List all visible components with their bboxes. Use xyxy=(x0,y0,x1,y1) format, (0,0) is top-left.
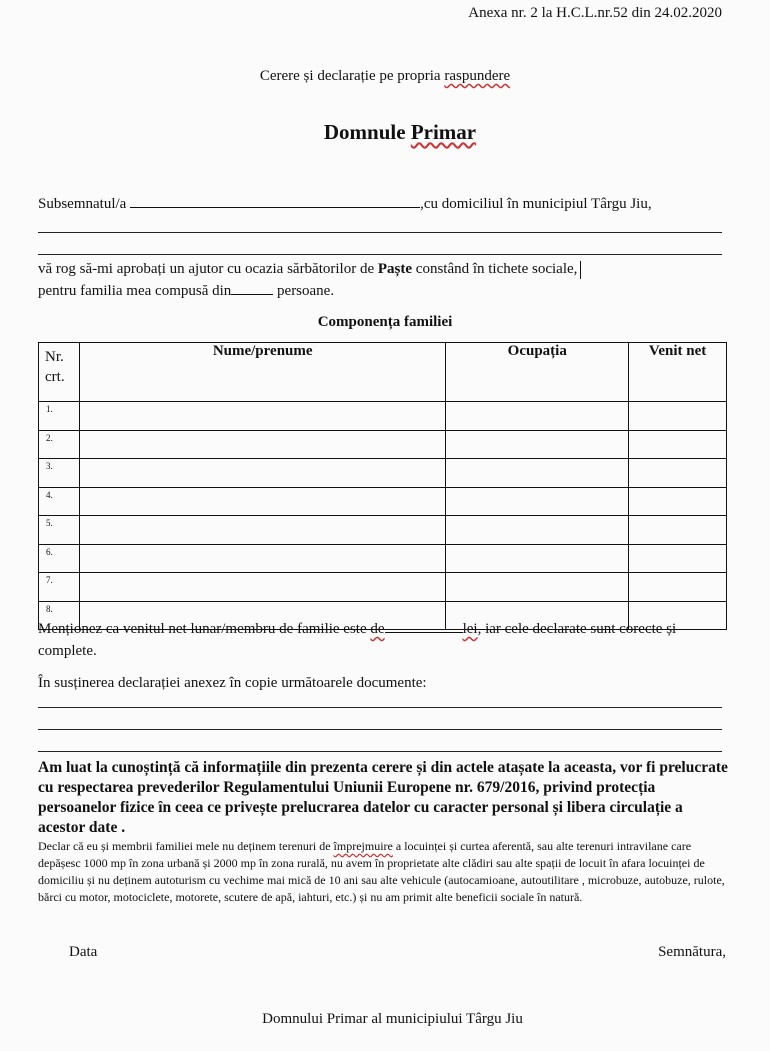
name-cell[interactable] xyxy=(79,430,445,459)
column-header-occupation: Ocupația xyxy=(446,343,629,402)
subscriber-line xyxy=(38,196,728,213)
family-table-title: Componența familiei xyxy=(317,314,453,330)
row-number: 6. xyxy=(39,544,80,573)
family-size-text: pentru familia mea compusă din xyxy=(38,283,232,299)
name-cell[interactable] xyxy=(79,487,445,516)
row-number: 4. xyxy=(39,487,80,516)
table-row xyxy=(39,544,727,573)
request-title-underlined-word: raspundere xyxy=(444,68,511,84)
gdpr-notice: Am luat la cunoștință că informațiile din prezenta cerere și din actele atașate la aceasta, vor fi prelucrate cu respectarea prevederilor Regulamentului Uniunii Europene nr. 679/2016, privind protecția persoanelor fizice în ceea ce privește prelucrarea datelor cu caracter personal și libera circulație a acestor date . xyxy=(38,759,728,836)
text-cursor xyxy=(580,261,581,279)
income-statement xyxy=(38,618,726,662)
request-text-1: vă rog să-mi aprobați un ajutor cu ocazia sărbătorilor de xyxy=(38,261,378,277)
row-number: 5. xyxy=(39,516,80,545)
request-paragraph xyxy=(38,258,726,302)
name-cell[interactable] xyxy=(79,459,445,488)
table-header-row xyxy=(39,343,727,402)
income-cell[interactable] xyxy=(629,459,727,488)
row-number: 3. xyxy=(39,459,80,488)
occupation-cell[interactable] xyxy=(446,487,629,516)
name-cell[interactable] xyxy=(79,402,445,431)
annex-reference: Anexa nr. 2 la H.C.L.nr.52 din 24.02.2020 xyxy=(468,5,722,21)
occupation-cell[interactable] xyxy=(446,402,629,431)
documents-line-2[interactable] xyxy=(38,729,722,730)
signature-label: Semnătura, xyxy=(658,944,726,960)
name-cell[interactable] xyxy=(79,573,445,602)
page-title-word2: Primar xyxy=(410,120,477,144)
request-title xyxy=(0,68,770,85)
row-number: 8. xyxy=(39,601,80,630)
documents-label: În susținerea declarației anexez în copie următoarele documente: xyxy=(38,675,427,691)
request-title-text: Cerere și declarație pe propria xyxy=(259,68,445,84)
documents-line-3[interactable] xyxy=(38,751,722,752)
name-cell[interactable] xyxy=(79,516,445,545)
income-text-1: Menționez ca venitul net lunar/membru de familie este xyxy=(38,621,371,637)
income-amount-field[interactable] xyxy=(385,632,463,633)
table-row xyxy=(39,573,727,602)
row-number: 1. xyxy=(39,402,80,431)
income-cell[interactable] xyxy=(629,430,727,459)
declaration-text-2: a locuinței și curtea aferentă, sau alte terenuri intravilane care depășesc 1000 mp în zona urbană și 2000 mp în zona rurală, nu avem în proprietate alte clădiri sau alte spații de locuit în afara locuinței de domiciliu și nu deținem autoturism cu vechime mai mică de 10 ani sau alte vehicule (autocamioane, autoutilitare , microbuze, autobuze, rulote, bărci cu motor, motociclete, motorete, scutere de apă, iahturi, etc.) și nu am primit alte beneficii sociale în natură. xyxy=(38,839,725,904)
documents-line-1[interactable] xyxy=(38,707,722,708)
subscriber-suffix: ,cu domiciliul în municipiul Târgu Jiu, xyxy=(420,196,652,212)
footer-addressee: Domnului Primar al municipiului Târgu Jiu xyxy=(262,1011,523,1027)
table-row xyxy=(39,487,727,516)
column-header-name: Nume/prenume xyxy=(79,343,445,402)
address-line-2[interactable] xyxy=(38,254,722,255)
income-cell[interactable] xyxy=(629,487,727,516)
column-header-nr: Nr. crt. xyxy=(39,343,80,402)
subscriber-label: Subsemnatul/a xyxy=(38,196,127,212)
occupation-cell[interactable] xyxy=(446,544,629,573)
occupation-cell[interactable] xyxy=(446,516,629,545)
occupation-cell[interactable] xyxy=(446,459,629,488)
persons-label: persoane. xyxy=(277,283,335,299)
family-table xyxy=(38,342,727,630)
column-header-income: Venit net xyxy=(629,343,727,402)
income-word-de: de xyxy=(370,621,385,637)
family-size-field[interactable] xyxy=(231,294,273,295)
income-cell[interactable] xyxy=(629,573,727,602)
date-label: Data xyxy=(69,944,98,960)
occupation-cell[interactable] xyxy=(446,573,629,602)
address-line-1[interactable] xyxy=(38,232,722,233)
holiday-name: Paște xyxy=(377,261,413,277)
row-number: 2. xyxy=(39,430,80,459)
page-title-word1: Domnule xyxy=(323,120,411,144)
declaration-text-1: Declar că eu și membrii familiei mele nu deținem terenuri de xyxy=(38,839,334,853)
page-title xyxy=(0,120,770,145)
table-row xyxy=(39,516,727,545)
table-row xyxy=(39,459,727,488)
declaration-text xyxy=(38,838,728,906)
income-text-2: , iar cele declarate sunt corecte și complete. xyxy=(38,621,677,659)
table-row xyxy=(39,430,727,459)
income-cell[interactable] xyxy=(629,544,727,573)
row-number: 7. xyxy=(39,573,80,602)
income-cell[interactable] xyxy=(629,402,727,431)
occupation-cell[interactable] xyxy=(446,430,629,459)
subscriber-name-field[interactable] xyxy=(130,207,420,208)
table-row xyxy=(39,402,727,431)
name-cell[interactable] xyxy=(79,544,445,573)
request-text-2: constând în tichete sociale, xyxy=(412,261,578,277)
declaration-underlined-word: împrejmuire xyxy=(333,839,393,853)
income-word-lei: lei xyxy=(462,621,478,637)
income-cell[interactable] xyxy=(629,516,727,545)
